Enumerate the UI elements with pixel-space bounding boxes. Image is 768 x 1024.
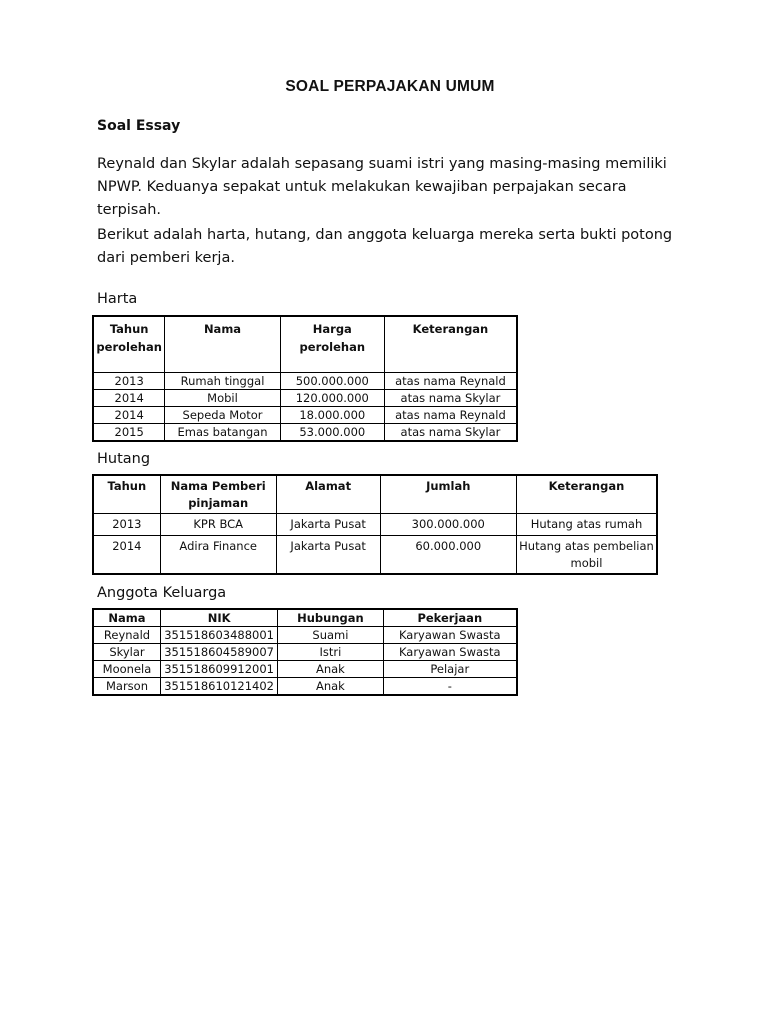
table-header-row <box>93 475 657 514</box>
column-header: Pekerjaan <box>383 609 517 627</box>
table-cell: KPR BCA <box>160 514 276 536</box>
column-header: Tahun <box>93 475 160 514</box>
table-cell: Hutang atas pembelian mobil <box>516 536 657 575</box>
harta-table <box>92 315 518 442</box>
table-cell: Jakarta Pusat <box>276 536 380 575</box>
table-cell: Marson <box>93 678 160 696</box>
column-header: Harga perolehan <box>280 316 384 373</box>
column-header: Tahun perolehan <box>93 316 165 373</box>
hutang-table <box>92 474 658 575</box>
table-cell: Adira Finance <box>160 536 276 575</box>
table-cell: 60.000.000 <box>380 536 516 575</box>
table-cell: 2013 <box>93 514 160 536</box>
harta-label: Harta <box>97 291 138 307</box>
column-header: Jumlah <box>380 475 516 514</box>
column-header: Nama <box>165 316 280 373</box>
keluarga-label: Anggota Keluarga <box>97 585 227 601</box>
table-cell: Karyawan Swasta <box>383 644 517 661</box>
table-row <box>93 407 517 424</box>
table-cell: Emas batangan <box>165 424 280 442</box>
column-header: Keterangan <box>516 475 657 514</box>
table-header-row <box>93 316 517 373</box>
column-header: Nama Pemberi pinjaman <box>160 475 276 514</box>
table-cell: - <box>383 678 517 696</box>
table-cell: 351518603488001 <box>160 627 277 644</box>
table-row <box>93 373 517 390</box>
table-cell: Karyawan Swasta <box>383 627 517 644</box>
table-cell: 2013 <box>93 373 165 390</box>
column-header: Nama <box>93 609 160 627</box>
table-cell: atas nama Reynald <box>384 373 517 390</box>
table-cell: 2014 <box>93 536 160 575</box>
table-cell: Moonela <box>93 661 160 678</box>
table-cell: Rumah tinggal <box>165 373 280 390</box>
table-cell: 351518604589007 <box>160 644 277 661</box>
table-cell: Istri <box>278 644 383 661</box>
table-cell: atas nama Reynald <box>384 407 517 424</box>
table-cell: 120.000.000 <box>280 390 384 407</box>
table-row <box>93 661 517 678</box>
table-row <box>93 514 657 536</box>
table-cell: 2014 <box>93 390 165 407</box>
table-cell: 351518610121402 <box>160 678 277 696</box>
table-cell: Skylar <box>93 644 160 661</box>
column-header: Keterangan <box>384 316 517 373</box>
hutang-label: Hutang <box>97 451 151 467</box>
table-cell: Anak <box>278 678 383 696</box>
table-cell: 500.000.000 <box>280 373 384 390</box>
table-cell: Hutang atas rumah <box>516 514 657 536</box>
table-row <box>93 424 517 442</box>
table-cell: Jakarta Pusat <box>276 514 380 536</box>
table-cell: atas nama Skylar <box>384 424 517 442</box>
intro-paragraph <box>97 153 677 270</box>
table-cell: 300.000.000 <box>380 514 516 536</box>
table-header-row <box>93 609 517 627</box>
table-row <box>93 536 657 575</box>
table-cell: Mobil <box>165 390 280 407</box>
column-header: NIK <box>160 609 277 627</box>
intro-text-2: Berikut adalah harta, hutang, dan anggota keluarga mereka serta bukti potong dari pemberi kerja. <box>97 227 673 266</box>
table-cell: Reynald <box>93 627 160 644</box>
table-row <box>93 678 517 696</box>
column-header: Hubungan <box>278 609 383 627</box>
table-row <box>93 390 517 407</box>
column-header: Alamat <box>276 475 380 514</box>
table-cell: Sepeda Motor <box>165 407 280 424</box>
intro-text-1: Reynald dan Skylar adalah sepasang suami istri yang masing-masing memiliki NPWP. Keduanya sepakat untuk melakukan kewajiban perpajakan secara terpisah. <box>97 156 667 218</box>
table-row <box>93 644 517 661</box>
table-cell: Anak <box>278 661 383 678</box>
table-cell: atas nama Skylar <box>384 390 517 407</box>
table-cell: 53.000.000 <box>280 424 384 442</box>
keluarga-table <box>92 608 518 696</box>
table-row <box>93 627 517 644</box>
table-cell: Suami <box>278 627 383 644</box>
table-cell: 2014 <box>93 407 165 424</box>
page-title: SOAL PERPAJAKAN UMUM <box>285 78 495 95</box>
section-subheading: Soal Essay <box>97 118 181 134</box>
table-cell: 2015 <box>93 424 165 442</box>
table-cell: 351518609912001 <box>160 661 277 678</box>
table-cell: 18.000.000 <box>280 407 384 424</box>
table-cell: Pelajar <box>383 661 517 678</box>
